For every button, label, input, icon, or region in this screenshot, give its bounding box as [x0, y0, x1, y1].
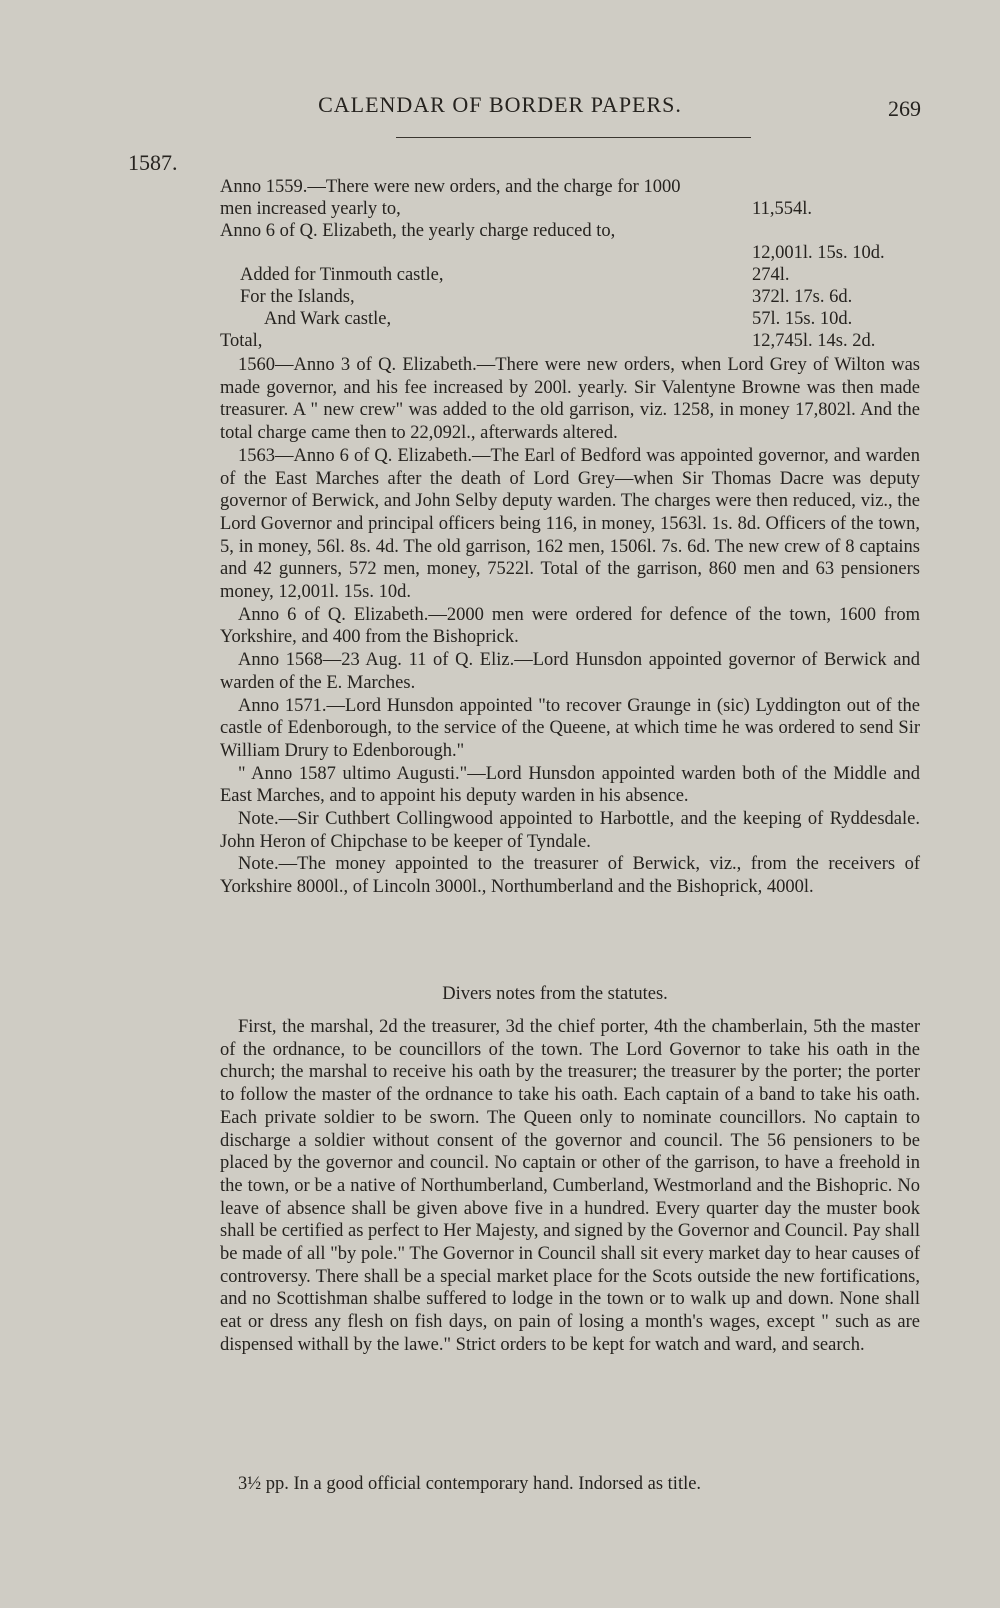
ledger-label: Anno 1559.—There were new orders, and the charge for 1000 men increased yearly to, — [220, 177, 681, 219]
page-number: 269 — [888, 96, 921, 121]
ledger-table — [220, 176, 930, 352]
ledger-label: For the Islands, — [240, 287, 355, 307]
ledger-label: And Wark castle, — [264, 309, 392, 329]
ledger-row — [220, 176, 930, 220]
ledger-row — [220, 286, 930, 308]
ledger-label: Anno 6 of Q. Elizabeth, the yearly charge reduced to, — [220, 221, 616, 241]
paragraph: Note.—Sir Cuthbert Collingwood appointed to Harbottle, and the keeping of Ryddesdale. John Heron of Chipchase to be keeper of Tyndale. — [220, 809, 920, 852]
margin-year: 1587. — [128, 150, 178, 175]
ledger-total-label: Total, — [220, 331, 263, 351]
closing-note: 3½ pp. In a good official contemporary hand. Indorsed as title. — [238, 1474, 702, 1494]
statutes-paragraph: First, the marshal, 2d the treasurer, 3d the chief porter, 4th the chamberlain, 5th the master of the ordnance, to be councillors of the town. The Lord Governor to take his oath in the church; the marshal to receive his oath by the treasurer; the treasurer by the porter; the porter to follow the master of the ordnance to take his oath. Each captain of a band to take his oath. Each private soldier to be sworn. The Queen only to nominate councillors. No captain to discharge a soldier without consent of the governor and council. The 56 pensioners to be placed by the governor and council. No captain or other of the garrison, to have a freehold in the town, or be a native of Northumberland, Cumberland, Westmorland and the Bishopric. No leave of absence shall be given above five in a hundred. Every quarter day the muster book shall be certified as perfect to Her Majesty, and signed by the Governor and Council. Pay shall be made of all "by pole." The Governor in Council shall sit every market day to hear causes of controversy. There shall be a special market place for the Scots outside the new fortifications, and no Scottishman shalbe suffered to lodge in the town or to walk up and down. None shall eat or dress any flesh on fish days, on pain of losing a month's wages, except " such as are dispensed withall by the lawe." Strict orders to be kept for watch and ward, and search. — [220, 1017, 920, 1355]
paragraph: Anno 1571.—Lord Hunsdon appointed "to recover Graunge in (sic) Lyddington out of the castle of Edenborough, to the service of the Queene, at which time he was ordered to send Sir William Drury to Edenborough." — [220, 695, 920, 761]
ledger-amount: 274l. — [752, 265, 790, 285]
ledger-amount: 57l. 15s. 10d. — [752, 309, 853, 329]
paragraph: Anno 1568—23 Aug. 11 of Q. Eliz.—Lord Hunsdon appointed governor of Berwick and warden of the E. Marches. — [220, 650, 920, 693]
paragraph: 1563—Anno 6 of Q. Elizabeth.—The Earl of Bedford was appointed governor, and warden of the East Marches after the death of Lord Grey—when Sir Thomas Dacre was deputy governor of Berwick, and John Selby deputy warden. The charges were then reduced, viz., the Lord Governor and principal officers being 116, in money, 1563l. 1s. 8d. Officers of the town, 5, in money, 56l. 8s. 4d. The old garrison, 162 men, 1506l. 7s. 6d. The new crew of 8 captains and 42 gunners, 572 men, money, 7522l. Total of the garrison, 860 men and 63 pensioners money, 12,001l. 15s. 10d. — [220, 445, 920, 603]
ledger-amount: 372l. 17s. 6d. — [752, 287, 853, 307]
title-rule — [396, 137, 751, 138]
ledger-row — [220, 330, 930, 352]
paragraph: Note.—The money appointed to the treasurer of Berwick, viz., from the receivers of Yorkshire 8000l., of Lincoln 3000l., Northumberland and the Bishoprick, 4000l. — [220, 854, 920, 898]
ledger-row — [220, 264, 930, 286]
historical-notes — [220, 354, 920, 899]
ledger-row — [220, 308, 930, 330]
ledger-total-amount: 12,745l. 14s. 2d. — [752, 331, 876, 351]
ledger-amount: 12,001l. 15s. 10d. — [752, 243, 885, 263]
ledger-amount: 11,554l. — [752, 199, 812, 219]
paragraph: 1560—Anno 3 of Q. Elizabeth.—There were new orders, when Lord Grey of Wilton was made governor, and his fee increased by 200l. yearly. Sir Valentyne Browne was then made treasurer. A " new crew" was added to the old garrison, viz. 1258, in money 17,802l. And the total charge came then to 22,092l., afterwards altered. — [220, 355, 920, 444]
ledger-label: Added for Tinmouth castle, — [240, 265, 444, 285]
section-heading: Divers notes from the statutes. — [442, 984, 668, 1004]
statutes-notes — [220, 1016, 920, 1357]
paragraph: Anno 6 of Q. Elizabeth.—2000 men were ordered for defence of the town, 1600 from Yorkshire, and 400 from the Bishoprick. — [220, 604, 920, 648]
ledger-row — [220, 220, 930, 264]
running-title: CALENDAR OF BORDER PAPERS. — [318, 92, 682, 117]
paragraph: " Anno 1587 ultimo Augusti."—Lord Hunsdon appointed warden both of the Middle and East Marches, and to appoint his deputy warden in his absence. — [220, 763, 920, 807]
